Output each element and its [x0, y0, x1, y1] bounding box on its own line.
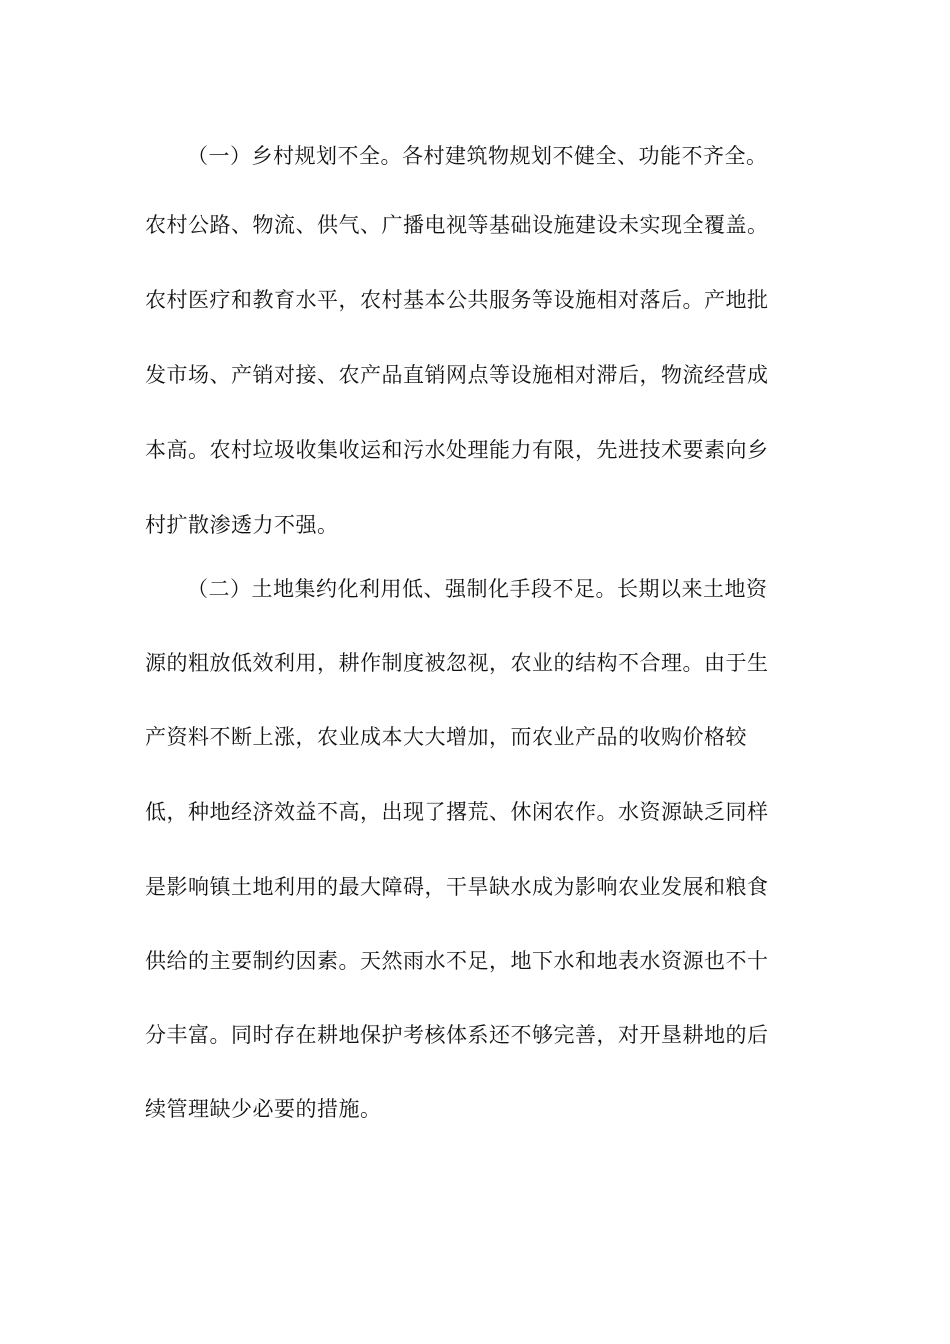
paragraph-2-line-8: 续管理缺少必要的措施。 — [145, 1097, 382, 1121]
paragraph-1-line-3: 农村医疗和教育水平，农村基本公共服务等设施相对落后。产地批 — [145, 288, 769, 312]
paragraph-2-line-4: 低，种地经济效益不高，出现了撂荒、休闲农作。水资源缺乏同样 — [145, 800, 769, 824]
paragraph-2-line-3: 产资料不断上涨，农业成本大大增加，而农业产品的收购价格较 — [145, 725, 747, 749]
paragraph-1-line-1: （一）乡村规划不全。各村建筑物规划不健全、功能不齐全。 — [187, 144, 768, 168]
paragraph-1-line-5: 本高。农村垃圾收集收运和污水处理能力有限，先进技术要素向乡 — [145, 438, 769, 462]
paragraph-1-line-6: 村扩散渗透力不强。 — [145, 513, 339, 537]
paragraph-2-line-2: 源的粗放低效利用，耕作制度被忽视，农业的结构不合理。由于生 — [145, 651, 769, 675]
paragraph-1-line-2: 农村公路、物流、供气、广播电视等基础设施建设未实现全覆盖。 — [145, 213, 769, 237]
paragraph-1-line-4: 发市场、产销对接、农产品直销网点等设施相对滞后，物流经营成 — [145, 363, 769, 387]
paragraph-2-line-7: 分丰富。同时存在耕地保护考核体系还不够完善，对开垦耕地的后 — [145, 1023, 769, 1047]
paragraph-2-line-6: 供给的主要制约因素。天然雨水不足，地下水和地表水资源也不十 — [145, 949, 769, 973]
paragraph-2-line-1: （二）土地集约化利用低、强制化手段不足。长期以来土地资 — [187, 577, 768, 601]
paragraph-2-line-5: 是影响镇土地利用的最大障碍，干旱缺水成为影响农业发展和粮食 — [145, 875, 769, 899]
